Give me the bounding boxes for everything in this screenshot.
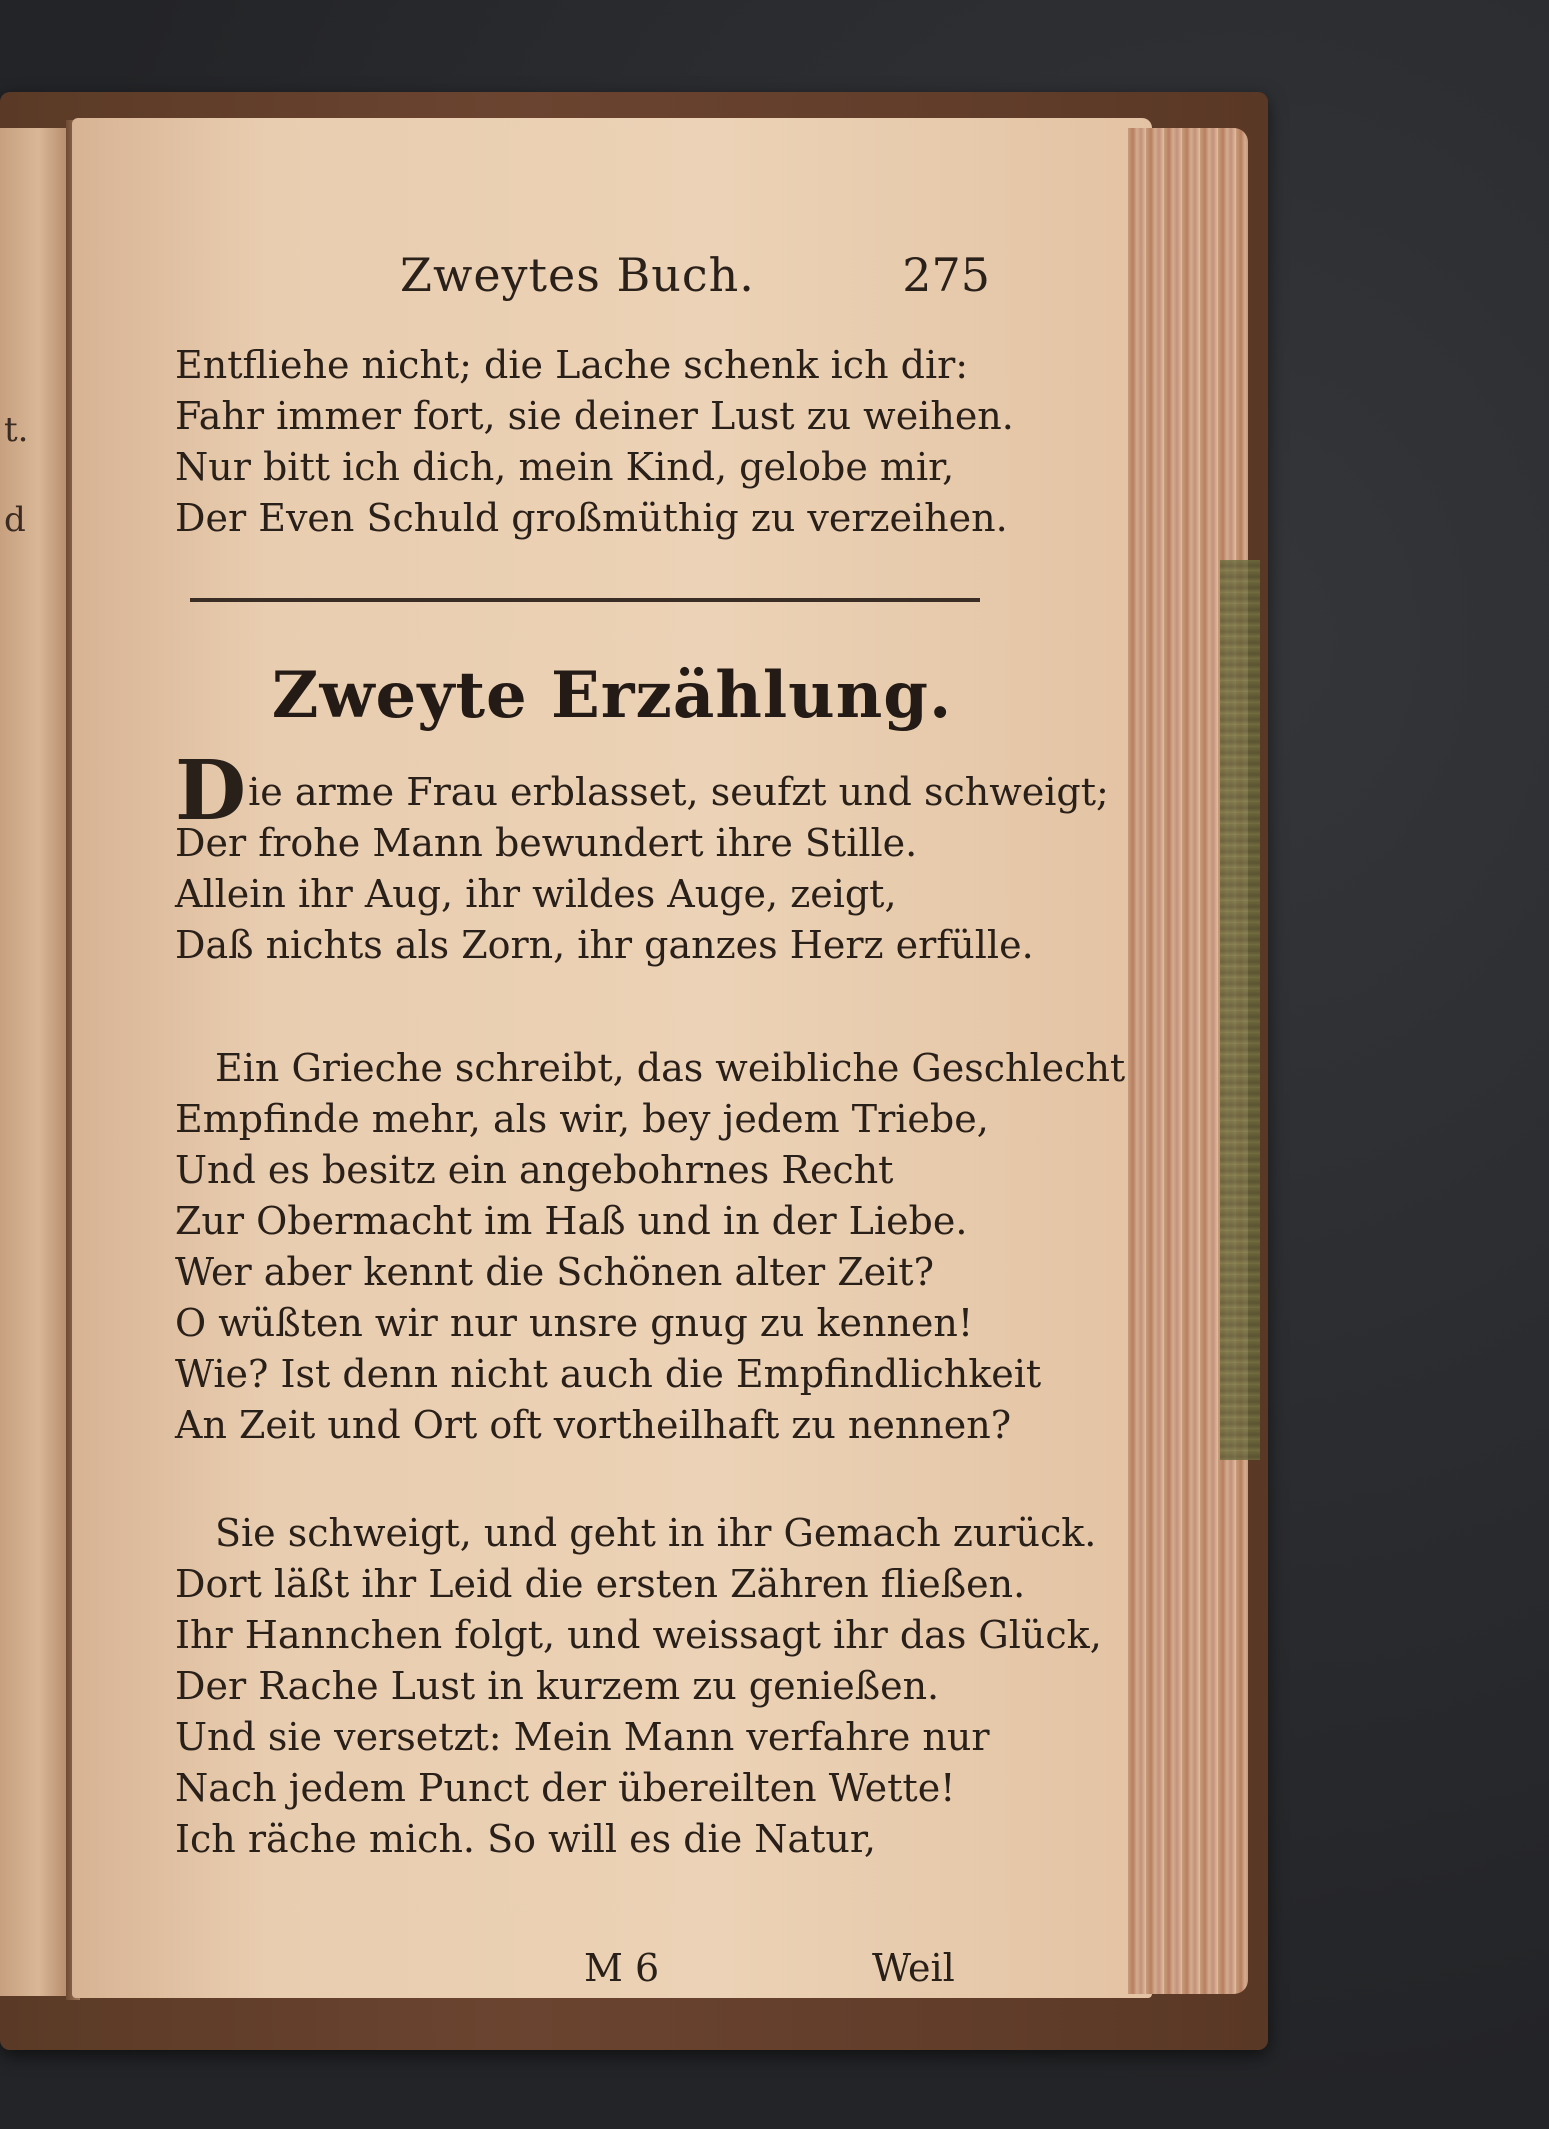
section-divider (190, 598, 980, 602)
verse-line: Wer aber kennt die Schönen alter Zeit? (175, 1250, 934, 1294)
stanza-3 (175, 1508, 1102, 1865)
verse-line: Allein ihr Aug, ihr wildes Auge, zeigt, (175, 872, 897, 916)
verse-line: Ein Grieche schreibt, das weibliche Geschlecht (215, 1046, 1126, 1090)
verse-line: Wie? Ist denn nicht auch die Empfindlichkeit (175, 1352, 1042, 1396)
running-head (400, 248, 990, 308)
verse-line: Zur Obermacht im Haß und in der Liebe. (175, 1199, 968, 1243)
verse-line: Ihr Hannchen folgt, und weissagt ihr das Glück, (175, 1613, 1102, 1657)
left-page-edge (0, 128, 70, 1996)
right-page (72, 118, 1152, 1998)
page-number: 275 (902, 248, 990, 302)
verse-line: Dort läßt ihr Leid die ersten Zähren fließen. (175, 1562, 1026, 1606)
verse-line: Ich räche mich. So will es die Natur, (175, 1817, 876, 1861)
verse-line: Und sie versetzt: Mein Mann verfahre nur (175, 1715, 990, 1759)
verse-line-text: ie arme Frau erblasset, seufzt und schweigt; (248, 770, 1109, 814)
left-page-fragment: d (4, 500, 26, 540)
signature-mark: M 6 (584, 1946, 660, 1990)
verse-line: Der Even Schuld großmüthig zu verzeihen. (175, 496, 1008, 540)
stanza-2 (175, 1043, 1125, 1451)
verse-line: O wüßten wir nur unsre gnug zu kennen! (175, 1301, 974, 1345)
verse-line: Der Rache Lust in kurzem zu genießen. (175, 1664, 940, 1708)
verse-line: Empfinde mehr, als wir, bey jedem Triebe, (175, 1097, 989, 1141)
verse-line: Nur bitt ich dich, mein Kind, gelobe mir, (175, 445, 955, 489)
drop-cap: D (175, 743, 247, 839)
catchword: Weil (872, 1946, 955, 1990)
verse-line: Entfliehe nicht; die Lache schenk ich dir: (175, 343, 969, 387)
left-page-fragment: t. (4, 410, 29, 450)
verse-line: Der frohe Mann bewundert ihre Stille. (175, 821, 918, 865)
stanza-1 (175, 743, 1109, 971)
verse-line: Und es besitz ein angebohrnes Recht (175, 1148, 894, 1192)
verse-line: Nach jedem Punct der übereilten Wette! (175, 1766, 956, 1810)
running-title: Zweytes Buch. (400, 248, 755, 302)
verse-line: Sie schweigt, und geht in ihr Gemach zurück. (215, 1511, 1097, 1555)
verse-line: Fahr immer fort, sie deiner Lust zu weihen. (175, 394, 1014, 438)
foxing-stain (1220, 560, 1260, 1460)
verse-line: Daß nichts als Zorn, ihr ganzes Herz erfülle. (175, 923, 1034, 967)
verse-line (175, 743, 1109, 839)
opening-verse (175, 340, 1014, 544)
section-title: Zweyte Erzählung. (271, 658, 953, 733)
verse-line: An Zeit und Ort oft vortheilhaft zu nennen? (175, 1403, 1012, 1447)
